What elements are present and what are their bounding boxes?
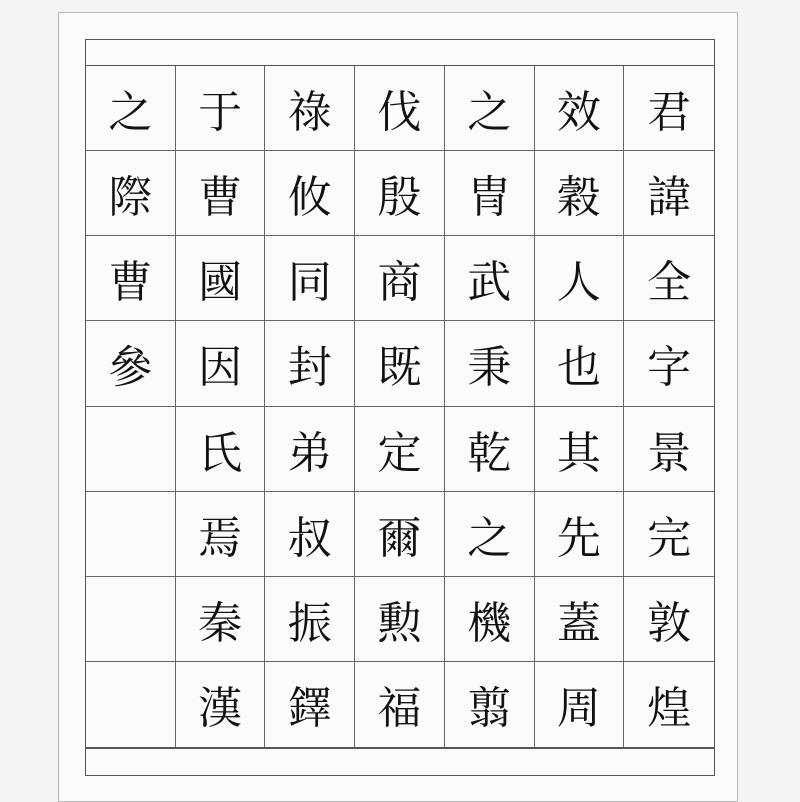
grid-cell: 機 [445,577,535,662]
grid-cell: 冑 [445,151,535,236]
grid-cell: 其 [535,407,625,492]
grid-cell: 伐 [355,66,445,151]
grid-cell [86,577,176,662]
grid-cell: 君 [624,66,714,151]
grid-cell: 同 [265,236,355,321]
grid-cell: 之 [445,66,535,151]
calligraphy-grid [85,65,715,748]
grid-cell [86,407,176,492]
grid-cell: 祿 [265,66,355,151]
grid-cell: 敦 [624,577,714,662]
bottom-margin-band [85,748,715,776]
grid-cell: 秉 [445,321,535,406]
grid-cell: 完 [624,492,714,577]
grid-cell: 翦 [445,662,535,747]
grid-cell: 國 [176,236,266,321]
grid-cell: 煌 [647,683,692,735]
grid-cell: 先 [535,492,625,577]
grid-cell: 蓋 [535,577,625,662]
grid-cell [86,662,176,747]
grid-cell: 之 [86,66,176,151]
grid-cell: 參 [86,321,176,406]
grid-cell: 弟 [265,407,355,492]
grid-cell: 于 [176,66,266,151]
grid-cell: 際 [86,151,176,236]
grid-cell: 既 [355,321,445,406]
grid-cell: 周 [535,662,625,747]
grid-cell: 殷 [355,151,445,236]
grid-cell: 福 [355,662,445,747]
grid-cell: 乾 [445,407,535,492]
grid-cell: 焉 [176,492,266,577]
grid-cell: 曹 [176,151,266,236]
grid-cell: 人 [535,236,625,321]
grid-cell: 勲 [355,577,445,662]
grid-cell: 也 [535,321,625,406]
grid-cell: 封 [265,321,355,406]
grid-cell [86,492,176,577]
grid-cell: 爾 [355,492,445,577]
grid-cell: 攸 [265,151,355,236]
top-margin-band [85,39,715,65]
grid-cell: 定 [355,407,445,492]
grid-cell: 之 [445,492,535,577]
grid-cell: 效 [535,66,625,151]
grid-cell: 諱 [624,151,714,236]
grid-cell: 商 [355,236,445,321]
grid-cell: 鐸 [265,662,355,747]
grid-cell: 振 [265,577,355,662]
grid-cell: 景 [624,407,714,492]
grid-cell: 全 [624,236,714,321]
grid-cell: 因 [176,321,266,406]
grid-cell: 秦 [176,577,266,662]
grid-cell: 穀 [535,151,625,236]
grid-cell: 叔 [265,492,355,577]
grid-cell: 武 [445,236,535,321]
grid-cell: 漢 [176,662,266,747]
grid-cell: 氏 [176,407,266,492]
grid-cell: 字 [624,321,714,406]
grid-cell: 曹 [86,236,176,321]
